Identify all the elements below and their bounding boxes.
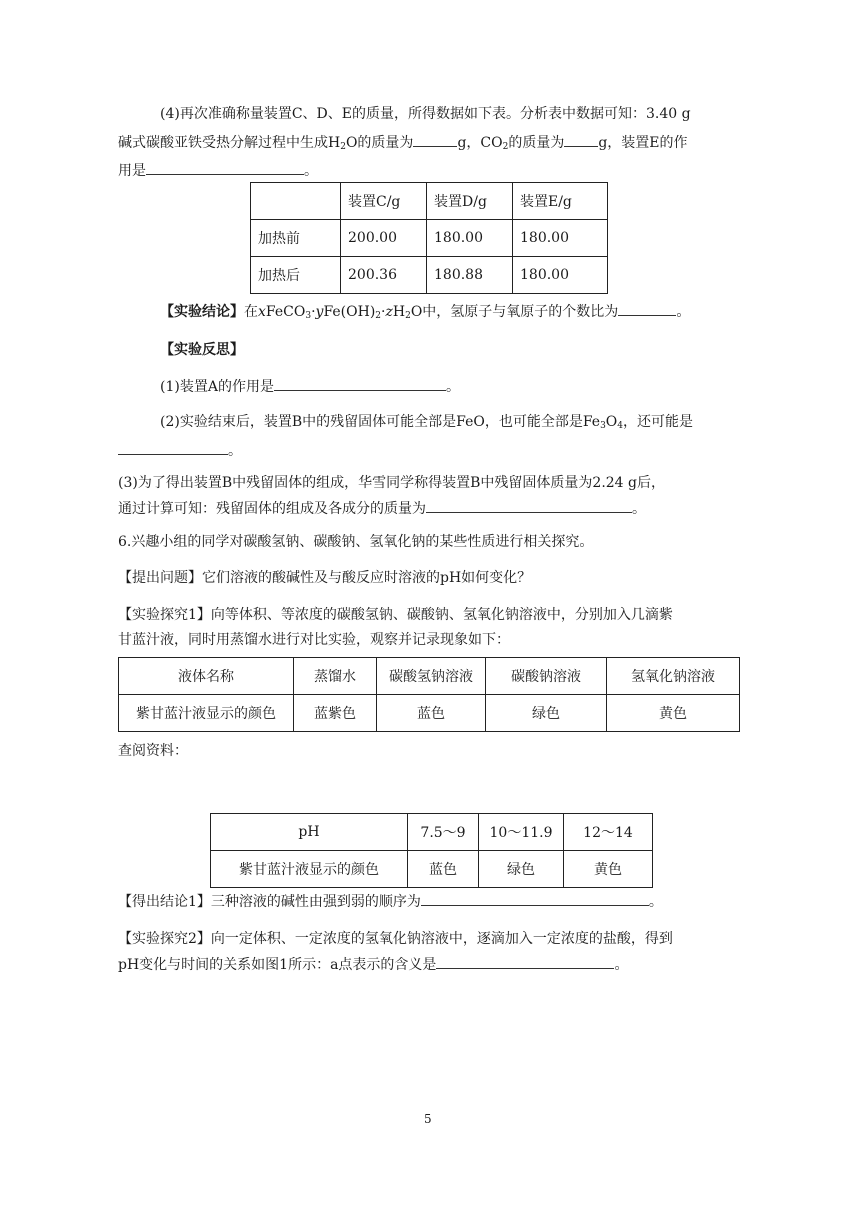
table-row xyxy=(251,183,608,220)
table-cell: 180.00 xyxy=(513,257,608,294)
q4-text: O的质量为 xyxy=(345,135,414,151)
experiment-2-line1: 【实验探究2】向一定体积、一定浓度的氢氧化钠溶液中，逐滴加入一定浓度的盐酸，得到 xyxy=(118,931,673,947)
table-cell: 180.00 xyxy=(427,220,513,257)
page-number: 5 xyxy=(424,1112,432,1126)
h2o-mass-blank[interactable] xyxy=(413,132,457,147)
table-cell: 黄色 xyxy=(607,695,740,732)
table-cell: 加热前 xyxy=(251,220,341,257)
reflection-item-3-cont xyxy=(118,498,646,519)
conclusion-1 xyxy=(118,891,663,912)
formula-dot: · xyxy=(311,304,316,320)
table-header-cell: 装置E/g xyxy=(513,183,608,220)
lookup-label: 查阅资料： xyxy=(118,743,188,759)
table-header-cell: 10～11.9 xyxy=(479,814,564,851)
reflection-text: O xyxy=(605,414,618,430)
table-header-cell xyxy=(251,183,341,220)
reflection-text: (2)实验结束后，装置B中的残留固体可能全部是FeO，也可能全部是Fe xyxy=(160,414,601,430)
q4-line2: 碱式碳酸亚铁受热分解过程中生成$H_2O$的质量为 g，$CO_2$的质量为 g，装置E的作 xyxy=(118,132,688,153)
reflection-text: 。 xyxy=(228,443,242,459)
table-header-cell: 装置C/g xyxy=(341,183,427,220)
table-header-cell: 碳酸钠溶液 xyxy=(486,658,607,695)
q4-text: 。 xyxy=(304,163,318,179)
table-cell: 紫甘蓝汁液显示的颜色 xyxy=(119,695,294,732)
residue-blank[interactable] xyxy=(118,440,228,455)
table-row xyxy=(211,851,653,888)
experiment-text: 。 xyxy=(614,957,629,973)
experiment-1-line1: 【实验探究1】向等体积、等浓度的碳酸氢钠、碳酸钠、氢氧化钠溶液中，分别加入几滴紫 xyxy=(118,607,673,623)
experiment-conclusion: 【实验结论】在$xFeCO_3\cdot yFe(OH)_2\cdot zH_2O$中，氢原子与氧原子的个数比为 。 xyxy=(160,301,690,322)
q4-line1: (4)再次准确称量装置C、D、E的质量，所得数据如下表。分析表中数据可知：3.40 g xyxy=(160,106,691,122)
table-cell: 紫甘蓝汁液显示的颜色 xyxy=(211,851,408,888)
reflection-label: 【实验反思】 xyxy=(160,342,244,358)
co2-mass-blank[interactable] xyxy=(564,132,598,147)
table-row xyxy=(211,814,653,851)
section-label: 【实验结论】 xyxy=(160,304,244,320)
table-header-cell: 碳酸氢钠溶液 xyxy=(377,658,486,695)
table-cell: 绿色 xyxy=(486,695,607,732)
table-cell: 200.00 xyxy=(341,220,427,257)
device-e-role-blank[interactable] xyxy=(146,160,304,175)
table-cell: 黄色 xyxy=(564,851,653,888)
table-header-cell: 12～14 xyxy=(564,814,653,851)
reflection-item-3: (3)为了得出装置B中残留固体的组成，华雪同学称得装置B中残留固体质量为2.24 g后， xyxy=(118,475,665,491)
table-cell: 蓝色 xyxy=(408,851,479,888)
reflection-item-2-cont xyxy=(118,440,242,461)
question-6-title: 6.兴趣小组的同学对碳酸氢钠、碳酸钠、氢氧化钠的某些性质进行相关探究。 xyxy=(118,534,594,550)
table-row xyxy=(251,257,608,294)
table-row xyxy=(251,220,608,257)
reflection-text: (1)装置A的作用是 xyxy=(160,379,274,395)
q4-line3 xyxy=(118,160,318,181)
experiment-text: pH变化与时间的关系如图1所示：a点表示的含义是 xyxy=(118,957,437,973)
experiment-1-line2: 甘蓝汁液，同时用蒸馏水进行对比实验，观察并记录现象如下： xyxy=(118,632,510,648)
table-header-cell: 7.5～9 xyxy=(408,814,479,851)
formula-x: x xyxy=(258,304,266,320)
conclusion-text: 。 xyxy=(648,894,663,910)
experiment-2-line2 xyxy=(118,954,628,975)
table-cell: 180.00 xyxy=(513,220,608,257)
ph-color-table xyxy=(210,813,653,888)
table-row xyxy=(119,658,740,695)
reflection-text: 。 xyxy=(445,379,460,395)
table-header-cell: 装置D/g xyxy=(427,183,513,220)
table-header-cell: pH xyxy=(211,814,408,851)
formula-text: Fe(OH) xyxy=(323,304,376,320)
table-header-cell: 氢氧化钠溶液 xyxy=(607,658,740,695)
conclusion-text: 在 xyxy=(244,304,258,320)
conclusion-text: 【得出结论1】三种溶液的碱性由强到弱的顺序为 xyxy=(118,894,421,910)
q4-text: 用是 xyxy=(118,163,146,179)
q4-text: 碱式碳酸亚铁受热分解过程中生成H xyxy=(118,135,341,151)
reflection-item-2: (2)实验结束后，装置B中的残留固体可能全部是FeO，也可能全部是$Fe_3O_4$，还可能是 xyxy=(160,414,694,431)
q4-text: g，CO xyxy=(457,135,503,151)
device-a-role-blank[interactable] xyxy=(274,376,446,391)
conclusion-text: 。 xyxy=(676,304,691,320)
table-header-cell: 液体名称 xyxy=(119,658,294,695)
reflection-text: 。 xyxy=(632,501,646,517)
q4-text: g，装置E的作 xyxy=(598,135,688,151)
table-cell: 加热后 xyxy=(251,257,341,294)
formula-y: y xyxy=(315,304,324,320)
reflection-text: ，还可能是 xyxy=(623,414,694,430)
formula-text: H xyxy=(392,304,406,320)
question-6-problem: 【提出问题】它们溶液的酸碱性及与酸反应时溶液的pH如何变化？ xyxy=(118,570,532,586)
ratio-blank[interactable] xyxy=(618,301,676,316)
reflection-text: 通过计算可知：残留固体的组成及各成分的质量为 xyxy=(118,501,426,517)
conclusion-text: O中，氢原子与氧原子的个数比为 xyxy=(410,304,619,320)
composition-blank[interactable] xyxy=(426,498,632,513)
reflection-item-1 xyxy=(160,376,460,397)
cabbage-color-table xyxy=(118,657,740,732)
q4-text: 的质量为 xyxy=(508,135,565,151)
mass-table xyxy=(250,182,608,294)
point-a-meaning-blank[interactable] xyxy=(436,954,614,969)
table-cell: 蓝色 xyxy=(377,695,486,732)
table-cell: 绿色 xyxy=(479,851,564,888)
formula-z: z xyxy=(385,304,393,320)
table-header-cell: 蒸馏水 xyxy=(294,658,377,695)
table-cell: 200.36 xyxy=(341,257,427,294)
table-row xyxy=(119,695,740,732)
table-cell: 180.88 xyxy=(427,257,513,294)
formula-text: FeCO xyxy=(265,304,306,320)
formula-dot: · xyxy=(381,304,386,320)
alkalinity-order-blank[interactable] xyxy=(421,891,649,906)
table-cell: 蓝紫色 xyxy=(294,695,377,732)
